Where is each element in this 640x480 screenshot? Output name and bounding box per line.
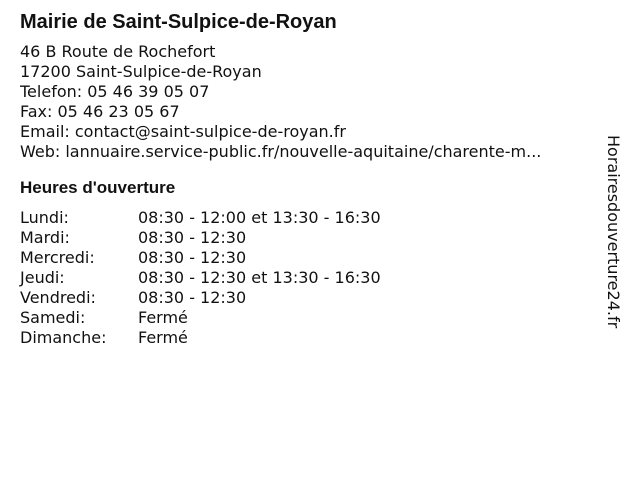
opening-hours-list — [20, 208, 600, 348]
phone-line: Telefon: 05 46 39 05 07 — [20, 82, 210, 101]
day-label: Vendredi: — [20, 288, 96, 307]
hours-section-title: Heures d'ouverture — [20, 178, 176, 197]
address-line-2: 17200 Saint-Sulpice-de-Royan — [20, 62, 262, 81]
day-hours: Fermé — [138, 328, 188, 347]
hours-row-sunday — [20, 328, 600, 348]
day-hours: Fermé — [138, 308, 188, 327]
web-line: Web: lannuaire.service-public.fr/nouvelle-aquitaine/charente-m... — [20, 142, 542, 161]
hours-row-wednesday — [20, 248, 600, 268]
page-title: Mairie de Saint-Sulpice-de-Royan — [20, 11, 337, 33]
address-line-1: 46 B Route de Rochefort — [20, 42, 216, 61]
day-hours: 08:30 - 12:30 et 13:30 - 16:30 — [138, 268, 381, 287]
day-hours: 08:30 - 12:30 — [138, 228, 247, 247]
day-label: Mercredi: — [20, 248, 95, 267]
hours-row-thursday — [20, 268, 600, 288]
email-line: Email: contact@saint-sulpice-de-royan.fr — [20, 122, 346, 141]
day-hours: 08:30 - 12:00 et 13:30 - 16:30 — [138, 208, 381, 227]
day-hours: 08:30 - 12:30 — [138, 288, 247, 307]
hours-row-saturday — [20, 308, 600, 328]
fax-line: Fax: 05 46 23 05 67 — [20, 102, 180, 121]
hours-row-friday — [20, 288, 600, 308]
day-label: Jeudi: — [20, 268, 65, 287]
day-hours: 08:30 - 12:30 — [138, 248, 247, 267]
site-watermark: Horairesdouverture24.fr — [604, 135, 623, 329]
day-label: Lundi: — [20, 208, 69, 227]
hours-row-tuesday — [20, 228, 600, 248]
day-label: Samedi: — [20, 308, 86, 327]
contact-card — [20, 10, 600, 348]
hours-row-monday — [20, 208, 600, 228]
day-label: Mardi: — [20, 228, 70, 247]
day-label: Dimanche: — [20, 328, 107, 347]
